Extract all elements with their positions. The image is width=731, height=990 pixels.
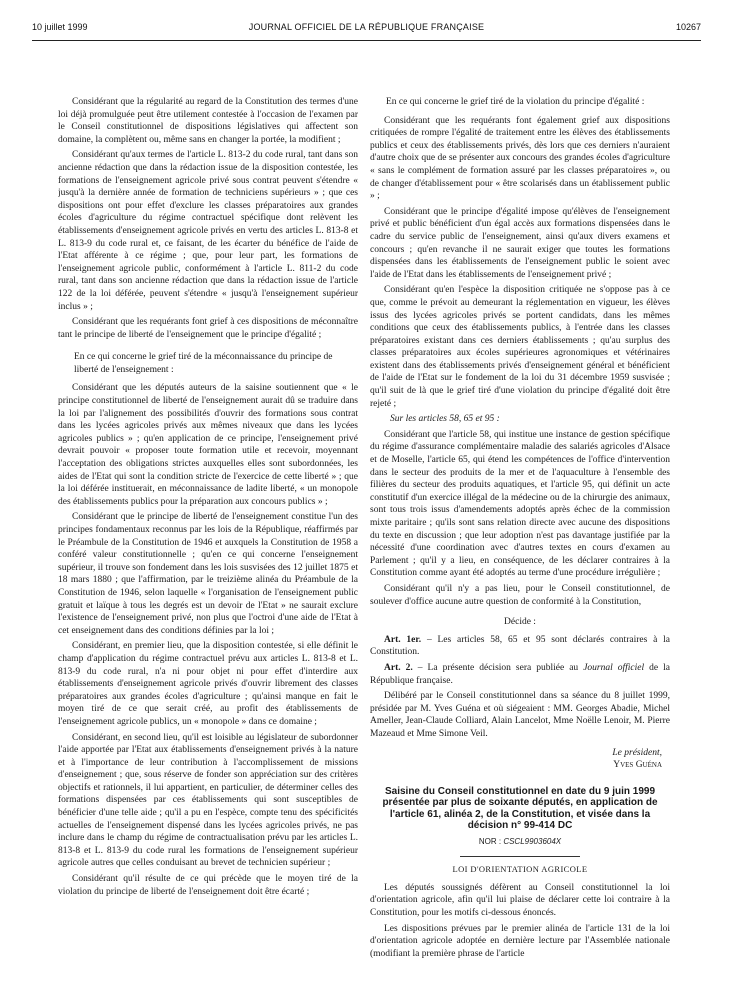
paragraph: Les députés soussignés défèrent au Conseil constitutionnel la loi d'orientation agricole, afin qu'il lui plaise de déclarer cette loi contraire à la Constitution, pour les motifs ci-dessous énoncés. [370,882,670,919]
paragraph: Considérant qu'en l'espèce la disposition critiquée ne s'oppose pas à ce que, comme le prévoit au demeurant la réglementation en vigueur, les élèves issus des lycées agricoles privés se portent candidats, dans les mêmes conditions que ceux des établissements publics, à l'entrée dans les classes préparatoires existant dans ces derniers établissements ; qu'au surplus des classes préparatoires aux écoles supérieures agronomiques et vétérinaires existent dans des établissements privés d'enseignement général et bénéficient de l'aide de l'Etat sur le fondement de la loi du 31 décembre 1959 susvisée ; qu'il suit de là que le grief tiré d'une violation du principe d'égalité doit être rejeté ; [370,285,670,409]
article-1 [370,634,670,659]
journal-reference: Journal officiel [583,662,645,673]
paragraph: Considérant qu'il résulte de ce qui précède que le moyen tiré de la violation du principe de liberté de l'enseignement doit être écarté ; [58,874,358,897]
paragraph: Considérant que les requérants font grief à ces dispositions de méconnaître tant le principe de liberté de l'enseignement que le principe d'égalité ; [58,317,358,340]
paragraph: Considérant que la régularité au regard de la Constitution des termes d'une loi déjà promulguée peut être utilement contestée à l'occasion de l'examen par le Conseil constitutionnel de dispositions législatives qui affectent son domaine, la complètent ou, même sans en changer la portée, la modifient ; [58,97,358,145]
paragraph: Considérant que l'article 58, qui institue une instance de gestion spécifique du régime d'assurance complémentaire maladie des salariés agricoles d'Alsace et de Moselle, l'article 65, qui étend les compétences de l'office d'intervention dans le secteur des produits de la mer et de l'aquaculture à l'ensemble des filières du secteur des produits aquatiques, et l'article 95, qui définit un acte constitutif d'un exercice illégal de la médecine ou de la chirurgie des animaux, sont tous trois issus d'amendements adoptés après échec de la commission mixte paritaire ; qu'ils sont sans relation directe avec aucune des dispositions du texte en discussion ; que leur adoption n'est pas davantage justifiée par la nécessité d'une coordination avec d'autres textes en cours d'examen au Parlement ; qu'il y a lieu, en conséquence, de les déclarer contraires à la Constitution comme ayant été adoptés au terme d'une procédure irrégulière ; [370,429,670,579]
article-2-text: – La présente décision sera publiée au [412,662,584,673]
paragraph: Les dispositions prévues par le premier alinéa de l'article 131 de la loi d'orientation agricole adoptée en dernière lecture par l'Assemblée nationale (modifiant la première phrase de l'article [370,923,670,959]
article-2-text-end: de la République française. [370,662,670,686]
header-page-number: 10267 [675,22,701,32]
section-heading: En ce qui concerne le grief tiré de la violation du principe d'égalité : [386,97,645,107]
paragraph: Considérant que le principe d'égalité impose qu'élèves de l'enseignement privé et public bénéficient d'un égal accès aux formations dispensées dans le cadre du service public de l'enseignement, ainsi qu'aux divers examens et concours ; qu'en revanche il ne saurait exiger que toutes les formations dispensées dans les établissements de l'enseignement public le soient avec l'aide de l'Etat dans les établissements de l'enseignement privé ; [370,206,670,280]
decide-heading: Décide : [504,617,536,628]
saisine-title: Saisine du Conseil constitutionnel en date du 9 juin 1999 présentée par plus de soixante députés, en application de l'article 61, alinéa 2, de la Constitution, et visée dans la décision n° 99-414 DC [382,785,658,832]
paragraph: Considérant que le principe de liberté de l'enseignement constitue l'un des principes fondamentaux reconnus par les lois de la République, réaffirmés par le Préambule de la Constitution de 1946 et auxquels la Constitution de 1958 a conféré valeur constitutionnelle ; qu'en ce qui concerne l'enseignement supérieur, il trouve son fondement dans les lois susvisées des 12 juillet 1875 et 18 mars 1880 ; que l'affirmation, par le treizième alinéa du Préambule de la Constitution de 1946, selon laquelle « l'organisation de l'enseignement public gratuit et laïque à tous les degrés est un devoir de l'Etat » ne saurait exclure l'existence de l'enseignement privé, non plus que l'octroi d'une aide de l'Etat à cet enseignement dans des conditions définies par la loi ; [58,512,358,636]
article-2-label: Art. 2. [384,662,413,673]
paragraph: Considérant qu'aux termes de l'article L. 813-2 du code rural, tant dans son ancienne rédaction que dans la rédaction issue de la disposition contestée, les formations de l'enseignement agricole privé sous contrat peuvent s'étendre « jusqu'à la dernière année de formation de techniciens supérieurs » ; que ces dispositions ont pour effet d'exclure les classes préparatoires aux grandes écoles d'agriculture du régime contractuel spécifique dont relèvent les établissements d'enseignement agricole privés en vertu des articles L. 813-8 et L. 813-9 du code rural et, ce faisant, de les écarter du bénéfice de l'aide de l'Etat afférente à ce régime ; que, pour leur part, les formations de l'enseignement agricole public, conformément à l'article L. 811-2 du code rural, tant dans son ancienne rédaction que dans la rédaction issue de l'article 122 de la loi déférée, peuvent s'étendre « jusqu'à l'enseignement supérieur inclus » ; [58,150,358,312]
nor-code: CSCL9903604X [503,836,562,846]
article-2 [370,662,670,687]
signature-role: Le président, [612,747,662,758]
signature-block [370,747,662,772]
paragraph: Considérant que les députés auteurs de la saisine soutiennent que « le principe constitutionnel de liberté de l'enseignement aurait dû se traduire dans la loi par l'alignement des possibilités d'ouvrir des formations sous contrat dans les lycées agricoles privés aux mêmes niveaux que dans les lycées agricoles publics » ; qu'en application de ce principe, l'enseignement privé devrait pouvoir « proposer toute formation utile et recevoir, moyennant l'acceptation des obligations strictes auxquelles elles sont subordonnées, les aides de l'Etat qui sont la condition stricte de l'exercice de cette liberté » ; que la loi déférée instituerait, en méconnaissance de ladite liberté, « un monopole des établissements publics pour la préparation aux concours publics » ; [58,383,358,507]
deliberation: Délibéré par le Conseil constitutionnel dans sa séance du 8 juillet 1999, présidée par M. Yves Guéna et où siégeaient : MM. Georges Abadie, Michel Ameller, Jean-Claude Colliard, Alain Lancelot, Mme Noëlle Lenoir, M. Pierre Mazeaud et Mme Simone Veil. [370,691,670,739]
sub-heading: Sur les articles 58, 65 et 95 : [390,414,500,425]
paragraph: Considérant qu'il n'y a pas lieu, pour le Conseil constitutionnel, de soulever d'office aucune autre question de conformité à la Constitution, [370,583,670,607]
signature-name: Yves Guéna [613,760,662,771]
section-heading: En ce qui concerne le grief tiré de la méconnaissance du principe de liberté de l'enseignement : [74,352,333,375]
divider [460,856,580,857]
nor-reference [370,836,670,849]
article-1-label: Art. 1er. [384,634,422,645]
paragraph: Considérant que les requérants font également grief aux dispositions critiquées de rompre l'égalité de traitement entre les élèves des établissements publics et ceux des établissements privés, dès lors que ces derniers n'auraient d'autre choix que de se présenter aux concours des grandes écoles d'agriculture « sans le complément de formation assuré par les classes préparatoires », ou de changer d'établissement pour « être scolarisés dans un établissement public » ; [370,115,670,202]
article-1-text: – Les articles 58, 65 et 95 sont déclarés contraires à la Constitution. [370,634,670,658]
paragraph: Considérant, en premier lieu, que la disposition contestée, si elle définit le champ d'application du régime contractuel prévu aux articles L. 813-8 et L. 813-9 du code rural, n'a ni pour objet ni pour effet d'interdire aux établissements d'enseignement agricole privés d'ouvrir librement des classes préparatoires aux grandes écoles d'agriculture ; qu'ainsi manque en fait le moyen tiré de ce que serait créé, au profit des établissements de l'enseignement agricole publics, un « monopole » dans ce domaine ; [58,641,358,727]
nor-label: NOR : [478,836,504,846]
left-column [58,96,358,986]
header-date: 10 juillet 1999 [32,22,88,32]
page-header [32,18,701,41]
paragraph: Considérant, en second lieu, qu'il est loisible au législateur de subordonner l'aide apportée par l'Etat aux établissements d'enseignement privés à la nature et à l'importance de leur contribution à l'accomplissement de missions d'enseignement ; que, sous réserve de fonder son appréciation sur des critères objectifs et rationnels, il lui appartient, en particulier, de déterminer celles des formations dispensées par ces établissements qui sont susceptibles de bénéficier d'une telle aide ; qu'il a pu en l'espèce, compte tenu des spécificités actuelles de l'enseignement dispensé dans les lycées agricoles privés, ne pas inclure dans le champ du régime de contractualisation prévu par les articles L. 813-8 et L. 813-9 du code rural les formations de l'enseignement supérieur agricole autres que celles conduisant au brevet de technicien supérieur ; [58,732,358,869]
header-journal-title: JOURNAL OFFICIEL DE LA RÉPUBLIQUE FRANÇAISE [248,22,485,32]
law-title: LOI D'ORIENTATION AGRICOLE [452,864,588,875]
right-column [370,96,670,986]
